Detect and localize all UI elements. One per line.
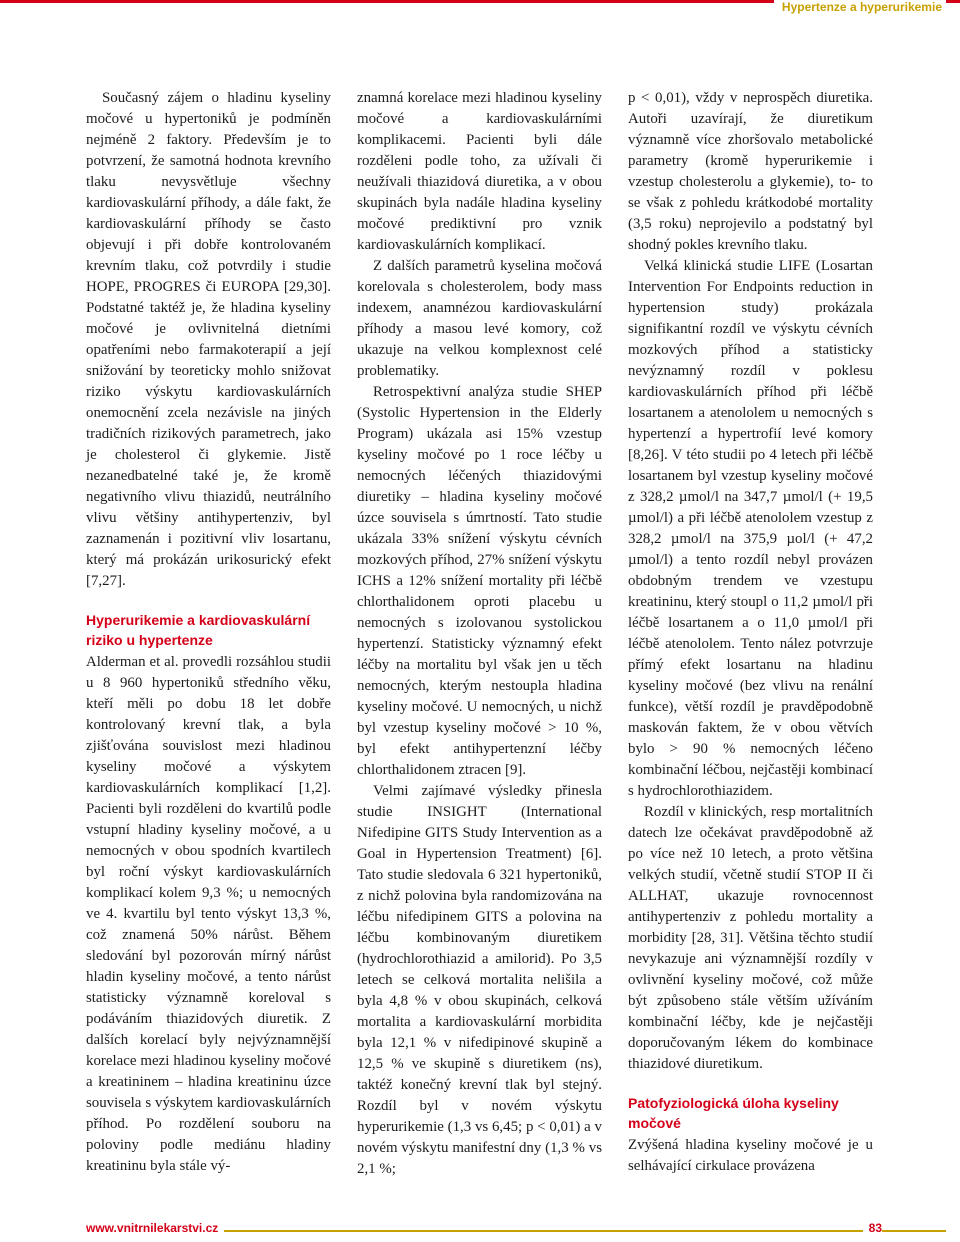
running-title: Hypertenze a hyperurikemie: [774, 0, 946, 14]
paragraph: Rozdíl v klinických, resp mortalitních datech lze očekávat pravděpodobně až po více než 10 letech, a proto většina velkých studií, včetně studií STOP II či ALLHAT, ukazuje rovnocennost antihypertenziv z pohledu mortality a morbidity [28, 31]. Většina těchto studií nevykazuje ani významnější rozdíly v ovlivnění kyseliny močové, což může být způsobeno stále větším užíváním kombinační léčby, kde je nejčastěji doporučovaným lékem do kombinace thiazidové diuretikum.: [628, 804, 873, 1072]
text-column-1: [86, 88, 331, 1177]
footer-url-link[interactable]: www.vnitrnilekarstvi.cz: [86, 1218, 224, 1238]
paragraph: Zvýšená hladina kyseliny močové je u selhávající cirkulace provázena: [628, 1137, 873, 1174]
page-header: [0, 0, 960, 14]
paragraph: Alderman et al. provedli rozsáhlou studii u 8 960 hypertoniků středního věku, kteří měli po dobu 18 let dobře kontrolovaný krevní tlak, a byla zjišťována souvislost mezi hladinou kyseliny močové a výskytem kardiovaskulárních komplikací [1,2]. Pacienti byli rozděleni do kvartilů podle vstupní hladiny kyseliny močové, a u nemocných v obou spodních kvartilech byl roční výskyt kardiovaskulárních komplikací kolem 9,3 %; u nemocných ve 4. kvartilu byl tento výskyt 13,3 %, což znamená 50% nárůst. Během sledování byl pozorován mírný nárůst hladin kyseliny močové, a tento nárůst statisticky významně koreloval s podáváním thiazidových diuretik. Z dalších korelací byly nejvýznamnější korelace mezi hladinou kyseliny močové a kreatininem – hladina kreatininu úzce souvisela s výskytem kardiovaskulárních příhod. Po rozdělení souboru na poloviny podle mediánu hladiny kreatininu byla stále vý-: [86, 654, 331, 1174]
paragraph: p < 0,01), vždy v neprospěch diuretika. Autoři uzavírají, že diuretikum významně více zhoršovalo metabolické parametry (kromě hyperurikemie i vzestup cholesterolu a glykemie), to- to se však z pohledu krátkodobé mortality (3,5 roku) neprojevilo a podstatný byl shodný pokles krevního tlaku.: [628, 90, 873, 253]
text-column-2: [357, 88, 602, 1180]
section-heading-pathophysiology: Patofyziologická úloha kyseliny močové: [628, 1095, 839, 1131]
section-heading-hyperuricemia-risk: Hyperurikemie a kardiovaskulární riziko u hypertenze: [86, 612, 311, 648]
text-column-3: [628, 88, 873, 1177]
paragraph: Velká klinická studie LIFE (Losartan Intervention For Endpoints reduction in hypertension study) prokázala signifikantní rozdíl ve výskytu cévních mozkových příhod a statisticky nevýznamný rozdíl v poklesu kardiovaskulárních příhod při léčbě losartanem a atenololem u nemocných s hypertenzí a hypertrofií levé komory [8,26]. V této studii po 4 letech při léčbě losartanem byl vzestup kyseliny močové z 328,2 µmol/l na 347,7 µmol/l (+ 19,5 µmol/l) a při léčbě atenololem vzestup z 328,2 µmol/l na 375,9 µol/l (+ 47,2 µmol/l) a tento rozdíl nebyl provázen obdobným trendem ve vzestupu kreatininu, který stoupl o 11,2 µmol/l při léčbě losartanem a o 11,0 µmol/l při léčbě atenololem. Tento nález potvrzuje přímý efekt losartanu na hladinu kyseliny močové (bez vlivu na renální funkce), větší rozdíl je pravděpodobně maskován faktem, že v obou větvích bylo > 90 % nemocných léčeno kombinační léčbou, nejčastěji kombinací s hydrochlorothiazidem.: [628, 258, 873, 799]
paragraph: Z dalších parametrů kyselina močová korelovala s cholesterolem, body mass indexem, anamnézou kardiovaskulární příhody a masou levé komory, což ukazuje na velkou komplexnost celé problematiky.: [357, 258, 602, 379]
paragraph: Současný zájem o hladinu kyseliny močové u hypertoniků je podmíněn nejméně 2 faktory. Především je to potvrzení, že samotná hodnota krevního tlaku nevysvětluje všechny kardiovaskulární příhody, a dále fakt, že kardiovaskulární příhody se často objevují i při dobře kontrolovaném krevním tlaku, což potvrdily i studie HOPE, PROGRES či EUROPA [29,30]. Podstatné taktéž je, že hladina kyseliny močové je ovlivnitelná dietními opatřeními nebo farmakoterapií a její snižování by teoreticky mohlo snižovat riziko výskytu kardiovaskulárních onemocnění zcela nezávisle na jiných tradičních rizikových parametrech, jako je cholesterol či glykemie. Jistě nezanedbatelné také je, že kromě negativního vlivu thiazidů, neutrálního vlivu většiny antihypertenziv, byl zaznamenán i pozitivní vliv losartanu, který má prokázán urikosurický efekt [7,27].: [86, 90, 331, 589]
paragraph: Retrospektivní analýza studie SHEP (Systolic Hypertension in the Elderly Program) ukázala asi 15% vzestup kyseliny močové po 1 roce léčby u nemocných léčených thiazidovými diuretiky – hladina kyseliny močové úzce souvisela s úmrtností. Tato studie ukázala 33% snížení výskytu cévních mozkových příhod, 27% snížení výskytu ICHS a 12% snížení mortality při léčbě chlorthalidonem oproti placebu u nemocných s izolovanou systolickou hypertenzí. Statisticky významný efekt léčby na mortalitu byl však jen u těch nemocných, kterým nestoupla hladina kyseliny močové. U nemocných, u nichž byl vzestup kyseliny močové > 10 %, byl efekt antihypertenzní léčby chlorthalidonem ztracen [9].: [357, 384, 602, 778]
page-number: 83: [863, 1218, 882, 1238]
paragraph: znamná korelace mezi hladinou kyseliny močové a kardiovaskulárními komplikacemi. Pacienti byli dále rozděleni podle toho, za užívali či neužívali thiazidová diuretika, a v obou skupinách byla nadále hladina kyseliny močové prediktivní pro vznik kardiovaskulárních komplikací.: [357, 90, 602, 253]
paragraph: Velmi zajímavé výsledky přinesla studie INSIGHT (International Nifedipine GITS Study Intervention as a Goal in Hypertension Treatment) [6]. Tato studie sledovala 6 321 hypertoniků, z nichž polovina byla randomizována na léčbu nifedipinem GITS a polovina na léčbu kombinovaným diuretikem (hydrochlorothiazid a amilorid). Po 3,5 letech se celková mortalita nelišila a byla 4,8 % v obou skupinách, celková mortalita a kardiovaskulární morbidita byla 12,1 % v nifedipinové skupině a 12,5 % ve skupině s diuretikem (ns), taktéž konečný krevní tlak byl stejný. Rozdíl byl v novém výskytu hyperurikemie (1,3 vs 6,45; p < 0,01) a v novém výskytu manifestní dny (1,3 % vs 2,1 %;: [357, 783, 602, 1177]
